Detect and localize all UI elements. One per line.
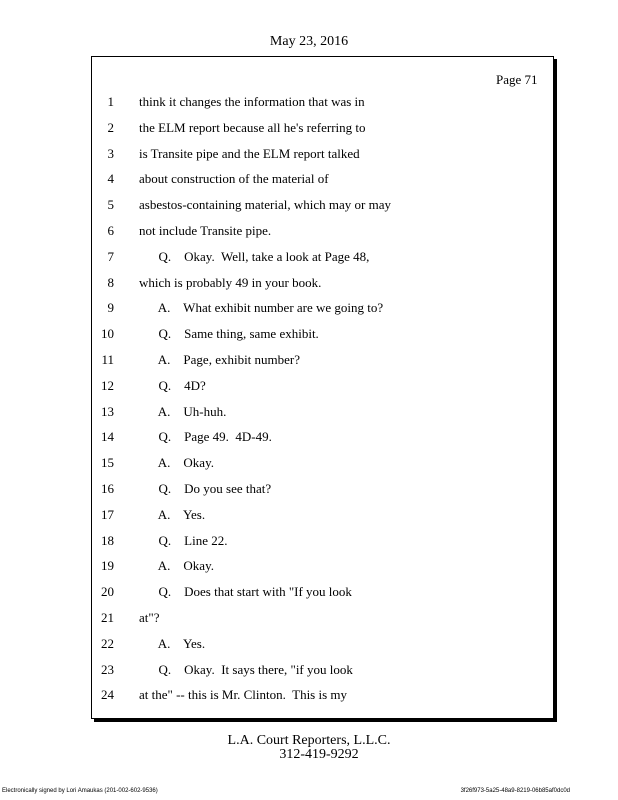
line-text: Q. Page 49. 4D-49.	[139, 429, 272, 445]
line-number: 9	[107, 300, 114, 316]
line-number: 16	[101, 480, 114, 496]
transcript-line	[0, 453, 618, 479]
line-number: 1	[107, 94, 114, 109]
line-number: 18	[101, 532, 114, 548]
line-number: 20	[101, 584, 114, 600]
document-id: 3f26f973-5a25-48a9-8219-06b85af0dc0d	[460, 788, 570, 794]
line-number: 15	[101, 455, 114, 471]
line-number: 7	[107, 248, 114, 264]
transcript-line	[0, 608, 618, 634]
line-number: 2	[107, 119, 114, 135]
line-number: 12	[101, 377, 114, 393]
footer-phone: 312-419-9292	[279, 747, 359, 762]
transcript-line	[0, 221, 618, 247]
transcript-line	[0, 92, 618, 118]
line-text: Q. Okay. It says there, "if you look	[139, 661, 353, 677]
line-number: 14	[101, 429, 114, 445]
line-text: A. Uh-huh.	[139, 403, 227, 419]
line-text: Q. Do you see that?	[139, 480, 272, 496]
line-text: about construction of the material of	[139, 171, 329, 187]
line-number: 19	[101, 558, 114, 574]
transcript-line	[0, 402, 618, 428]
line-text: the ELM report because all he's referring to	[139, 119, 366, 135]
transcript-line	[0, 660, 618, 686]
line-text: A. Page, exhibit number?	[139, 351, 301, 367]
line-text: asbestos-containing material, which may or may	[139, 197, 391, 213]
line-text: A. Yes.	[139, 635, 206, 651]
line-number: 24	[101, 687, 114, 703]
transcript-line	[0, 376, 618, 402]
line-text: think it changes the information that was in	[139, 94, 365, 109]
electronic-signature: Electronically signed by Lori Amaukas (201-002-602-9536)	[2, 788, 158, 794]
line-number: 4	[107, 171, 114, 187]
line-text: which is probably 49 in your book.	[139, 274, 322, 290]
line-number: 22	[101, 635, 114, 651]
transcript-line	[0, 247, 618, 273]
line-text: Q. Does that start with "If you look	[139, 584, 352, 600]
line-text: is Transite pipe and the ELM report talked	[139, 145, 360, 161]
transcript-lines	[0, 92, 618, 711]
line-number: 13	[101, 403, 114, 419]
transcript-line	[0, 531, 618, 557]
transcript-line	[0, 118, 618, 144]
line-text: A. What exhibit number are we going to?	[139, 300, 384, 316]
transcript-line	[0, 298, 618, 324]
transcript-line	[0, 685, 618, 711]
transcript-line	[0, 556, 618, 582]
line-text: A. Okay.	[139, 455, 214, 471]
line-text: at"?	[139, 609, 160, 625]
transcript-line	[0, 427, 618, 453]
line-text: A. Okay.	[139, 558, 214, 574]
transcript-line	[0, 582, 618, 608]
line-number: 6	[107, 222, 114, 238]
line-number: 10	[101, 326, 114, 342]
transcript-line	[0, 350, 618, 376]
line-text: Q. 4D?	[139, 377, 206, 393]
transcript-line	[0, 273, 618, 299]
line-text: at the" -- this is Mr. Clinton. This is my	[139, 687, 348, 703]
line-number: 23	[101, 661, 114, 677]
line-number: 21	[101, 609, 114, 625]
transcript-line	[0, 479, 618, 505]
transcript-line	[0, 634, 618, 660]
line-number: 8	[107, 274, 114, 290]
line-text: Q. Same thing, same exhibit.	[139, 326, 319, 342]
line-number: 11	[101, 351, 114, 367]
line-number: 17	[101, 506, 114, 522]
transcript-line	[0, 169, 618, 195]
transcript-line	[0, 505, 618, 531]
page-number: Page 71	[496, 72, 538, 87]
line-number: 5	[107, 197, 114, 213]
transcript-line	[0, 324, 618, 350]
transcript-line	[0, 144, 618, 170]
line-text: A. Yes.	[139, 506, 206, 522]
line-text: Q. Line 22.	[139, 532, 228, 548]
footer-company: L.A. Court Reporters, L.L.C.	[227, 733, 391, 748]
transcript-date: May 23, 2016	[269, 34, 349, 49]
line-number: 3	[107, 145, 114, 161]
line-text: not include Transite pipe.	[139, 222, 272, 238]
transcript-line	[0, 195, 618, 221]
line-text: Q. Okay. Well, take a look at Page 48,	[139, 248, 370, 264]
